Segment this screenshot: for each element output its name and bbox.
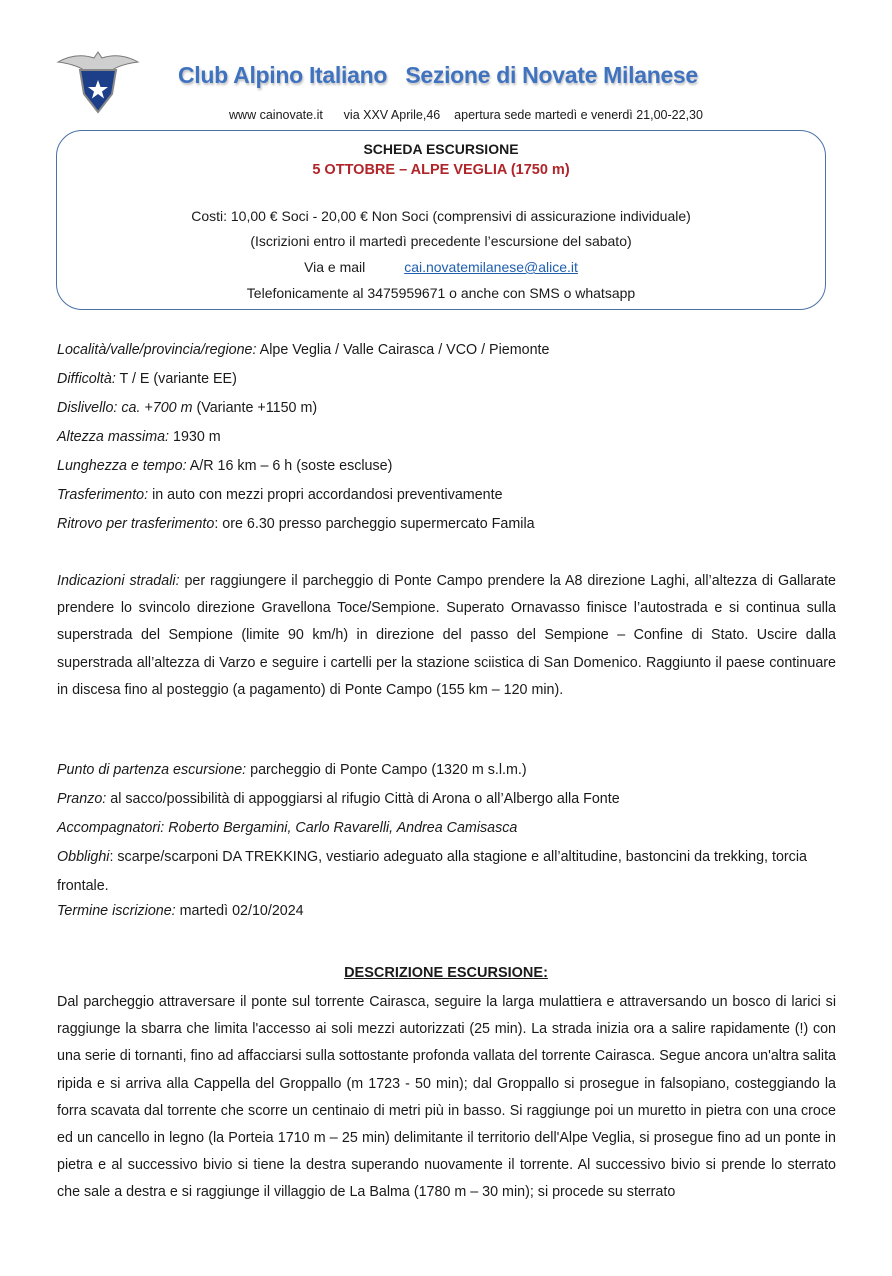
field-value: martedì 02/10/2024 (175, 903, 304, 919)
field-value: (Variante +1150 m) (192, 400, 318, 416)
field-label: Difficoltà: (57, 371, 116, 387)
field-label: Altezza massima: (57, 429, 170, 445)
opening-hours: apertura sede martedì e venerdì 21,00-22,30 (454, 108, 703, 122)
field-label: Pranzo: (57, 791, 107, 807)
description-heading: DESCRIZIONE ESCURSIONE: (344, 965, 548, 981)
field-row (57, 340, 549, 369)
trip-fields (57, 340, 549, 543)
website[interactable]: www cainovate.it (229, 108, 323, 122)
details-fields (57, 760, 836, 930)
club-info (0, 108, 892, 122)
field-label: Punto di partenza escursione: (57, 762, 247, 778)
registration-note: (Iscrizioni entro il martedì precedente l’escursione del sabato) (250, 233, 632, 249)
email-link[interactable]: cai.novatemilanese@alice.it (404, 259, 578, 275)
field-row (57, 485, 549, 514)
field-row (57, 456, 549, 485)
field-value: T / E (variante EE) (115, 371, 237, 387)
field-row (57, 901, 836, 930)
event-title: 5 OTTOBRE – ALPE VEGLIA (1750 m) (312, 162, 570, 178)
field-row (57, 427, 549, 456)
field-value: : scarpe/scarponi DA TREKKING, vestiario adeguato alla stagione e all’altitudine, bastoncini da trekking, torcia frontale. (57, 849, 807, 894)
email-line (57, 259, 825, 275)
field-label: Obblighi (57, 849, 110, 865)
field-row (57, 514, 549, 543)
field-value: al sacco/possibilità di appoggiarsi al rifugio Città di Arona o all’Albergo alla Fonte (106, 791, 620, 807)
field-row (57, 369, 549, 398)
club-title: Club Alpino Italiano Sezione di Novate Milanese (178, 62, 698, 88)
field-label: Dislivello: (57, 400, 118, 416)
description-paragraph: Dal parcheggio attraversare il ponte sul torrente Cairasca, seguire la larga mulattiera e attraversando un bosco di larici si raggiunge la sbarra che limita l'accesso ai soli mezzi autorizzati (25 min). La strada inizia ora a salire rapidamente (!) con una serie di tornanti, fino ad affacciarsi sulla sottostante profonda vallata del torrente Cairasca. Segue ancora un'altra salita ripida e si arriva alla Cappella del Groppallo (m 1723 - 50 min); dal Groppallo si prosegue in falsopiano, costeggiando la forra scavata dal torrente che scorre un centinaio di metri più in basso. Si raggiunge poi un muretto in pietra con una croce ed un cancello in legno (la Porteia 1710 m – 25 min) delimitante il territorio dell'Alpe Veglia, si prosegue fino ad un ponte in pietra e al successivo bivio si tiene la destra superando nuovamente il torrente. Al successivo bivio si prende lo sterrato che sale a destra e si raggiunge il villaggio de La Balma (1780 m – 30 min); si procede su sterrato (57, 994, 836, 1201)
field-italic-value: ca. +700 m (117, 400, 193, 416)
field-label: Località/valle/provincia/regione: (57, 342, 257, 358)
field-label: Accompagnatori: (57, 820, 165, 836)
field-value: Alpe Veglia / Valle Cairasca / VCO / Piemonte (256, 342, 550, 358)
costs: Costi: 10,00 € Soci - 20,00 € Non Soci (comprensivi di assicurazione individuale) (191, 208, 691, 224)
field-row (57, 843, 836, 901)
phone-line: Telefonicamente al 3475959671 o anche con SMS o whatsapp (246, 285, 636, 301)
address: via XXV Aprile,46 (343, 108, 441, 122)
field-row (57, 789, 836, 818)
field-italic-value: Roberto Bergamini, Carlo Ravarelli, Andrea Camisasca (164, 820, 518, 836)
excursion-info-box (56, 130, 826, 310)
field-label: Trasferimento: (57, 487, 149, 503)
directions-text: per raggiungere il parcheggio di Ponte Campo prendere la A8 direzione Laghi, all’altezza di Gallarate prendere lo svincolo direzione Gravellona Toce/Sempione. Superato Ornavasso finisce l’autostrada e si continua sulla superstrada del Sempione (limite 90 km/h) in direzione del passo del Sempione – Confine di Stato. Uscire dalla superstrada all’altezza di Varzo e seguire i cartelli per la stazione sciistica di San Domenico. Raggiunto il paese continuare in discesa fino al posteggio (a pagamento) di Ponte Campo (155 km – 120 min). (57, 573, 836, 698)
directions-paragraph (57, 568, 836, 704)
mail-label: Via e mail (304, 259, 366, 275)
cai-eagle-logo (56, 48, 140, 114)
field-value: : ore 6.30 presso parcheggio supermercato Famila (214, 516, 535, 532)
field-row (57, 760, 836, 789)
field-value: in auto con mezzi propri accordandosi preventivamente (148, 487, 503, 503)
field-value: parcheggio di Ponte Campo (1320 m s.l.m.) (246, 762, 527, 778)
field-label: Ritrovo per trasferimento (57, 516, 215, 532)
field-value: 1930 m (169, 429, 221, 445)
directions-label: Indicazioni stradali: (57, 573, 180, 589)
field-label: Termine iscrizione: (57, 903, 176, 919)
field-label: Lunghezza e tempo: (57, 458, 187, 474)
box-heading: SCHEDA ESCURSIONE (363, 141, 519, 157)
field-row (57, 398, 549, 427)
field-value: A/R 16 km – 6 h (soste escluse) (186, 458, 393, 474)
